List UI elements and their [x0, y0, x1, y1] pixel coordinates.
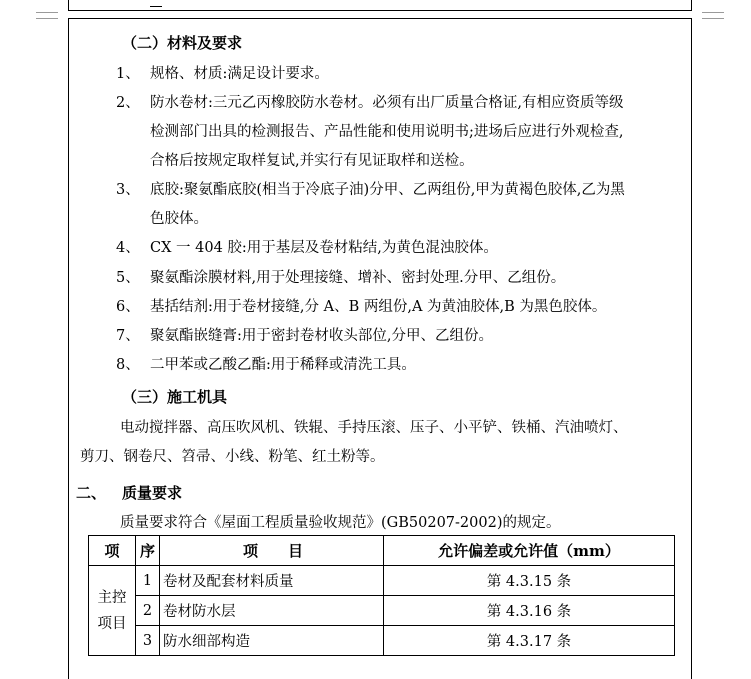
item-text: 规格、材质:满足设计要求。 [150, 66, 329, 82]
item-number: 6、 [116, 299, 140, 315]
table-row [89, 566, 675, 596]
item-number: 8、 [116, 357, 140, 373]
corner-crop-mark-left [36, 8, 58, 19]
row-value: 第 4.3.15 条 [384, 566, 675, 596]
row-seq: 1 [136, 566, 160, 596]
group-label-line: 项目 [97, 615, 127, 632]
section-title-materials: （二）材料及要求 [122, 34, 243, 52]
item-number: 7、 [116, 328, 140, 344]
item-number: 3、 [116, 182, 140, 198]
group-label-main-control [89, 566, 136, 656]
row-item: 防水细部构造 [160, 626, 384, 656]
row-value: 第 4.3.17 条 [384, 626, 675, 656]
item-text: 底胶:聚氨酯底胶(相当于冷底子油)分甲、乙两组份,甲为黄褐色胶体,乙为黑 [150, 182, 625, 198]
group-label-line: 主控 [97, 589, 127, 606]
row-seq: 2 [136, 596, 160, 626]
table-row [89, 596, 675, 626]
table-row [89, 626, 675, 656]
section-title-quality: 质量要求 [122, 484, 183, 502]
previous-table-edge [68, 0, 692, 11]
header-item: 项 目 [160, 536, 384, 566]
item-text: 聚氨酯涂膜材料,用于处理接缝、增补、密封处理.分甲、乙组份。 [150, 270, 566, 286]
item-number: 2、 [116, 95, 140, 111]
item-text: 聚氨酯嵌缝膏:用于密封卷材收头部位,分甲、乙组份。 [150, 328, 493, 344]
item-continuation: 检测部门出具的检测报告、产品性能和使用说明书;进场后应进行外观检查, [150, 124, 624, 140]
quality-section-number: 二、 [76, 484, 107, 502]
tools-paragraph-line: 剪刀、钢卷尺、笤帚、小线、粉笔、红土粉等。 [80, 449, 385, 465]
row-item: 卷材及配套材料质量 [160, 566, 384, 596]
table-edge-tick [150, 0, 162, 7]
header-seq: 序 [136, 536, 160, 566]
row-item: 卷材防水层 [160, 596, 384, 626]
item-text: CX 一 404 胶:用于基层及卷材粘结,为黄色混浊胶体。 [150, 240, 498, 256]
header-tolerance: 允许偏差或允许值（mm） [384, 536, 675, 566]
row-seq: 3 [136, 626, 160, 656]
quality-intro: 质量要求符合《屋面工程质量验收规范》(GB50207-2002)的规定。 [120, 515, 561, 531]
header-category: 项 [89, 536, 136, 566]
item-number: 1、 [116, 66, 140, 82]
quality-table [88, 535, 675, 656]
item-text: 二甲苯或乙酸乙酯:用于稀释或清洗工具。 [150, 357, 416, 373]
tools-paragraph-line: 电动搅拌器、高压吹风机、铁辊、手持压滚、压子、小平铲、铁桶、汽油喷灯、 [120, 420, 628, 436]
row-value: 第 4.3.16 条 [384, 596, 675, 626]
item-text: 基括结剂:用于卷材接缝,分 A、B 两组份,A 为黄油胶体,B 为黑色胶体。 [150, 299, 607, 315]
item-number: 5、 [116, 270, 140, 286]
section-title-tools: （三）施工机具 [122, 388, 228, 406]
table-header-row [89, 536, 675, 566]
item-continuation: 色胶体。 [150, 211, 208, 227]
item-number: 4、 [116, 240, 140, 256]
item-continuation: 合格后按规定取样复试,并实行有见证取样和送检。 [150, 153, 474, 169]
item-text: 防水卷材:三元乙丙橡胶防水卷材。必须有出厂质量合格证,有相应资质等级 [150, 95, 624, 111]
corner-crop-mark-right [702, 8, 724, 19]
